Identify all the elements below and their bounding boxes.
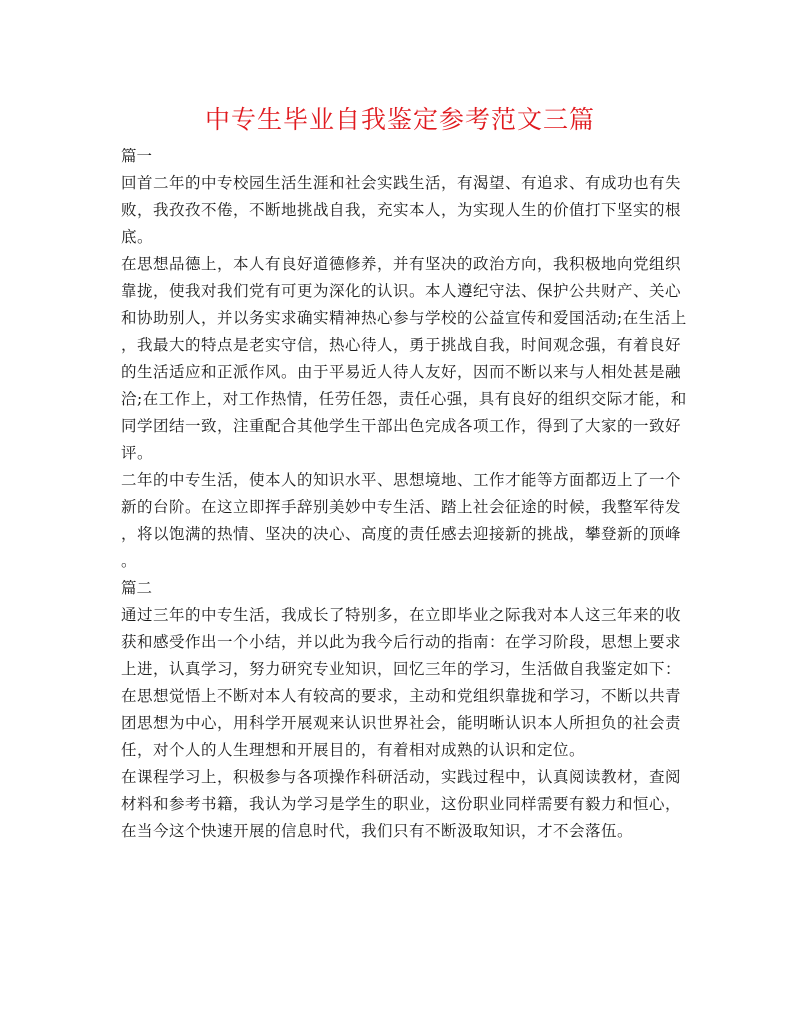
text-line: 二年的中专生活，使本人的知识水平、思想境地、工作才能等方面都迈上了一个 [121, 471, 682, 489]
text-line: 在当今这个快速开展的信息时代，我们只有不断汲取知识，才不会落伍。 [121, 822, 634, 840]
text-line: 洽;在工作上，对工作热情，任劳任怨，责任心强，具有良好的组织交际才能，和 [121, 390, 687, 408]
text-line: 在思想品德上，本人有良好道德修养，并有坚决的政治方向，我积极地向党组织 [121, 255, 682, 273]
text-line: 获和感受作出一个小结，并以此为我今后行动的指南：在学习阶段，思想上要求 [121, 633, 682, 651]
text-line: 团思想为中心，用科学开展观来认识世界社会，能明晰认识本人所担负的社会责 [121, 714, 682, 732]
document-title: 中专生毕业自我鉴定参考范文三篇 [204, 105, 595, 134]
paragraph [121, 602, 681, 764]
text-line: 材料和参考书籍，我认为学习是学生的职业，这份职业同样需要有毅力和恒心， [121, 795, 682, 813]
paragraph [121, 764, 681, 845]
text-line: 同学团结一致，注重配合其他学生干部出色完成各项工作，得到了大家的一致好 [121, 417, 682, 435]
paragraph [121, 251, 687, 467]
paragraph [121, 170, 681, 251]
text-line: 的生活适应和正派作风。由于平易近人待人友好，因而不断以来与人相处甚是融 [121, 363, 682, 381]
section-heading: 篇一 [121, 147, 153, 165]
text-line: 回首二年的中专校园生活生涯和社会实践生活，有渴望、有追求、有成功也有失 [121, 174, 682, 192]
text-line: 通过三年的中专生活，我成长了特别多，在立即毕业之际我对本人这三年来的收 [121, 606, 682, 624]
text-line: 新的台阶。在这立即挥手辞别美妙中专生活、踏上社会征途的时候，我整军待发 [121, 498, 682, 516]
text-line: 在课程学习上，积极参与各项操作科研活动，实践过程中，认真阅读教材，查阅 [121, 768, 682, 786]
text-line: 和协助别人，并以务实求确实精神热心参与学校的公益宣传和爱国活动;在生活上 [121, 309, 687, 327]
document-body [121, 143, 687, 845]
text-line: 靠拢，使我对我们党有可更为深化的认识。本人遵纪守法、保护公共财产、关心 [121, 282, 682, 300]
text-line: ，我最大的特点是老实守信，热心待人，勇于挑战自我，时间观念强，有着良好 [121, 336, 682, 354]
text-line: 上进，认真学习，努力研究专业知识，回忆三年的学习，生活做自我鉴定如下： [121, 660, 682, 678]
section-heading: 篇二 [121, 579, 153, 597]
text-line: 败，我孜孜不倦，不断地挑战自我，充实本人，为实现人生的价值打下坚实的根 [121, 201, 682, 219]
paragraph [121, 467, 681, 575]
text-line: 在思想觉悟上不断对本人有较高的要求，主动和党组织靠拢和学习，不断以共青 [121, 687, 682, 705]
text-line: 任，对个人的人生理想和开展目的，有着相对成熟的认识和定位。 [121, 741, 586, 759]
text-line: 评。 [121, 444, 154, 462]
text-line: 。 [121, 552, 138, 570]
text-line: 底。 [121, 228, 154, 246]
text-line: ，将以饱满的热情、坚决的决心、高度的责任感去迎接新的挑战，攀登新的顶峰 [121, 525, 682, 543]
